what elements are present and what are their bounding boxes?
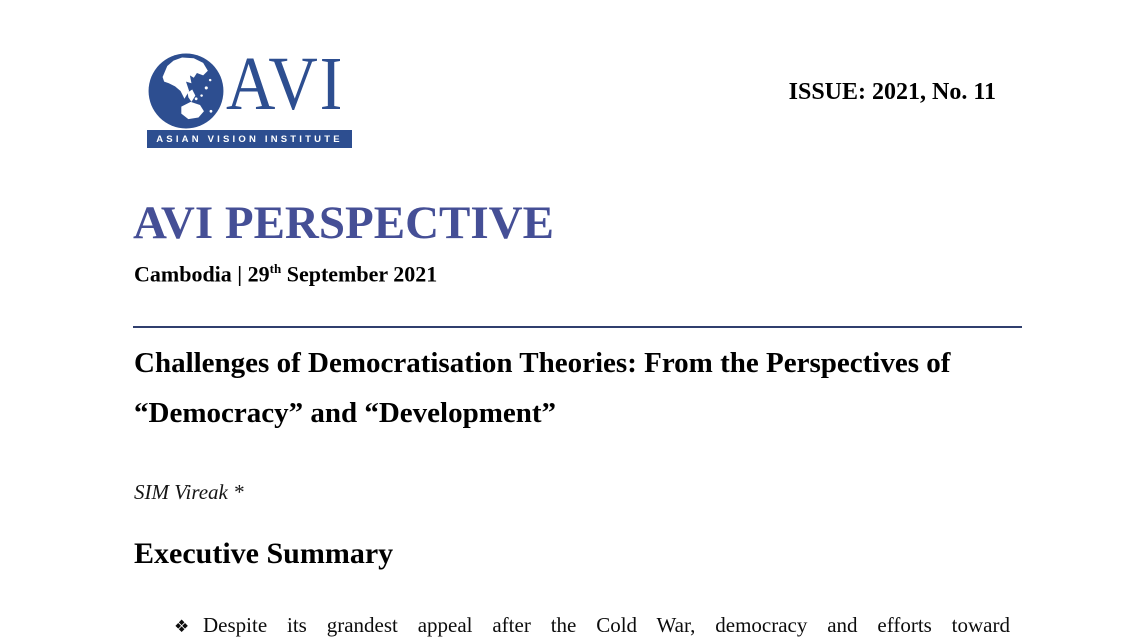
bullet-marker-icon: ❖ <box>174 617 190 636</box>
dateline-ordinal: th <box>269 261 282 276</box>
article-title <box>134 338 1034 438</box>
logo-banner: ASIAN VISION INSTITUTE <box>147 130 352 148</box>
article-title-line2: “Democracy” and “Development” <box>134 397 557 429</box>
bullet-text: Despite its grandest appeal after the Cold War, democracy and efforts toward <box>203 613 1010 637</box>
article-title-line1: Challenges of Democratisation Theories: From the Perspectives of <box>134 347 951 379</box>
dateline <box>134 261 437 287</box>
divider-rule <box>133 326 1022 328</box>
dateline-prefix: Cambodia | 29 <box>134 261 270 287</box>
author-byline: SIM Vireak * <box>134 480 244 504</box>
issue-label: ISSUE: 2021, No. 11 <box>788 79 996 105</box>
publication-title: AVI PERSPECTIVE <box>133 197 554 249</box>
section-heading: Executive Summary <box>134 537 394 570</box>
logo-acronym: AVI <box>226 42 345 126</box>
globe-icon <box>147 52 225 130</box>
dateline-suffix: September 2021 <box>281 261 438 287</box>
